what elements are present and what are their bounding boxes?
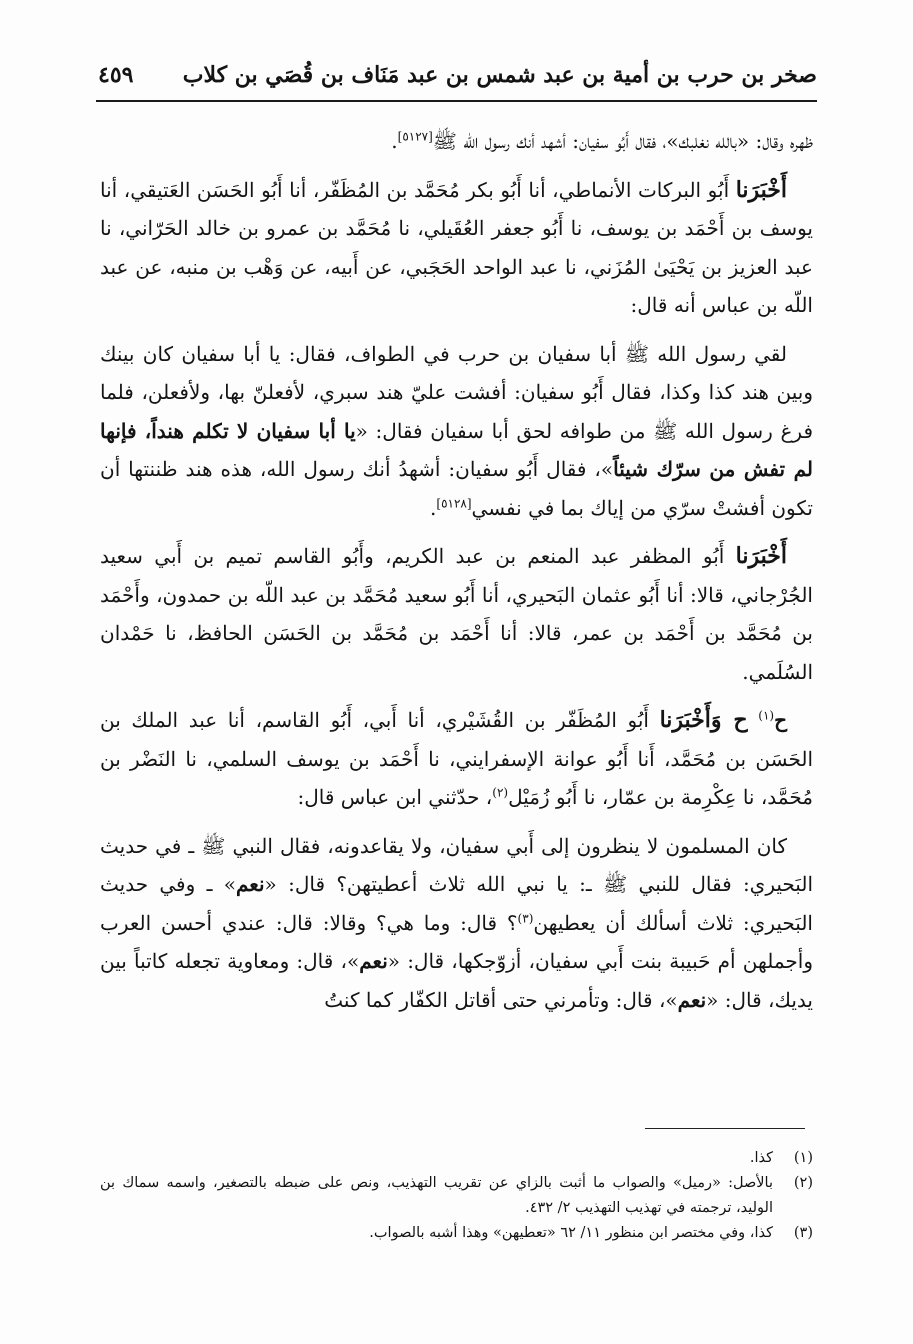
paragraph-5 — [100, 701, 813, 817]
isnad-keyword: ح وَأَخْبَرَنا — [659, 707, 748, 733]
page-number: ٤٥٩ — [98, 62, 134, 88]
prophet-speech: نعم — [359, 949, 388, 973]
paragraph-2 — [100, 171, 813, 325]
tahwil-mark: ح — [774, 708, 787, 732]
footnote-rule — [645, 1128, 805, 1129]
footnote-number: (٢) — [793, 1175, 813, 1191]
page-header — [96, 58, 817, 98]
hadith-ref: [٥١٢٧] — [397, 129, 433, 144]
text-span: أَبُو البركات الأنماطي، أنا أَبُو بكر مُحَمَّد بن المُظَفّر، أنا أَبُو الحَسَن العَتيقي، أنا يوسف بن أَحْمَد بن يوسف، نا أَبُو جعفر العُقَيلي، نا مُحَمَّد بن عمرو بن خالد الحَرّاني، نا عبد العزيز بن يَحْيَىٰ المُزَني، نا عبد الواحد الحَجَبي، عن أَبيه، عن وَهْب بن منبه، عن عبد اللّه بن عباس أنه قال: — [100, 177, 813, 317]
text-span: . — [391, 129, 398, 153]
main-text — [100, 122, 813, 1029]
text-span: كان المسلمون لا ينظرون إلى أَبي سفيان، ولا يقاعدونه، فقال النبي ﷺ ـ في حديث البَحيري: فقال للنبي ﷺ ـ: يا نبي الله ثلاث أعطيتهن؟ قال: « — [100, 833, 813, 896]
paragraph-6 — [100, 827, 813, 1020]
text-span: » ـ وفي حديث البَحيري: ثلاث أسألك أن يعطيهن — [100, 872, 813, 935]
running-title: صخر بن حرب بن أمية بن عبد شمس بن عبد مَنَاف بن قُصَي بن كلاب — [182, 62, 817, 88]
text-span: أَبُو المُظَفّر بن القُشَيْري، أنا أَبي، أَبُو القاسم، أنا عبد الملك بن الحَسَن بن مُحَمَّد، أَنا أَبُو عوانة الإسفرايني، نا أَحْمَد بن يوسف السلمي، نا النَضْر بن مُحَمَّد، نا عِكْرِمة بن عمّار، نا أَبُو زُمَيْل — [100, 708, 813, 809]
prophet-speech: نعم — [677, 987, 707, 1012]
footnote — [100, 1146, 813, 1171]
text-span: »، فقال أَبُو سفيان: أشهدُ أنك رسول الله، هذه هند ظننتها أن تكون أفشتْ سرّي من إياك بما في نفسي — [100, 457, 813, 520]
footnote-number: (١) — [793, 1150, 813, 1166]
paragraph-3 — [100, 335, 813, 528]
prophet-speech: يا أبا سفيان لا تكلم هنداً، فإنها لم تفش من سرّك شيئاً — [100, 418, 814, 481]
footnote-text: كذا. — [749, 1150, 773, 1166]
hadith-ref: [٥١٢٨] — [436, 495, 472, 510]
prophet-speech: نعم — [236, 872, 265, 896]
text-span: »، قال: وتأمرني حتى أقاتل الكفّار كما كنتُ — [324, 987, 678, 1012]
text-span: لقي رسول الله ﷺ أبا سفيان بن حرب في الطواف، فقال: يا أبا سفيان كان بينك وبين هند كذا وكذا، فقال أَبُو سفيان: أفشت عليّ هند سبري، لأفعلنّ بها، ولأفعلن، فلما فرغ رسول الله ﷺ من طوافه لحق أبا سفيان فقال: « — [100, 341, 814, 443]
footnotes — [100, 1146, 813, 1246]
footnote — [100, 1171, 813, 1221]
footnote-number: (٣) — [793, 1225, 813, 1241]
text-span: أَبُو المظفر عبد المنعم بن عبد الكريم، وأَبُو القاسم تميم بن أَبي سعيد الجُرْجاني، قالا: أنا أَبُو عثمان البَحيري، أنا أَبُو سعيد مُحَمَّد بن عبد اللّه بن حمدون، وأَحْمَد بن مُحَمَّد بن أَحْمَد بن عمر، قالا: أنا أَحْمَد بن مُحَمَّد بن الحَسَن الحافظ، نا حَمْدان السُلَمي. — [100, 544, 813, 684]
text-span: ، حدّثني ابن عباس قال: — [297, 785, 493, 809]
footnote-ref: (٢) — [492, 785, 509, 800]
paragraph-4 — [100, 537, 813, 691]
paragraph-1 — [100, 122, 813, 161]
isnad-keyword: أَخْبَرَنا — [735, 176, 788, 203]
footnote-text: كذا، وفي مختصر ابن منظور ١١/ ٦٢ «تعطيهن» وهذا أشبه بالصواب. — [369, 1225, 773, 1241]
text-span: ظهره وقال: «بالله نغلبك»، فقال أَبُو سفيان: أشهد أنك رسول الله ﷺ — [432, 129, 813, 153]
header-rule — [96, 100, 817, 102]
footnote — [100, 1221, 813, 1246]
text-span: ؟ قال: وما هي؟ وقالا: قال: عندي أحسن العرب وأجملهن أم حَبيبة بنت أَبي سفيان، أزوّجكها، قال: « — [100, 910, 813, 973]
footnote-ref: (٣) — [517, 910, 534, 925]
isnad-keyword: أَخْبَرَنا — [735, 543, 787, 569]
footnote-ref: (١) — [758, 708, 775, 723]
text-span: »، قال: ومعاوية تجعله كاتباً بين يديك، قال: « — [100, 949, 813, 1012]
text-span: . — [430, 495, 437, 520]
footnote-text: بالأصل: «رميل» والصواب ما أثبت بالزاي عن تقريب التهذيب، ونص على ضبطه بالتصغير، واسمه سماك بن الوليد، ترجمته في تهذيب التهذيب ٢/ ٤٣٢. — [100, 1175, 773, 1216]
